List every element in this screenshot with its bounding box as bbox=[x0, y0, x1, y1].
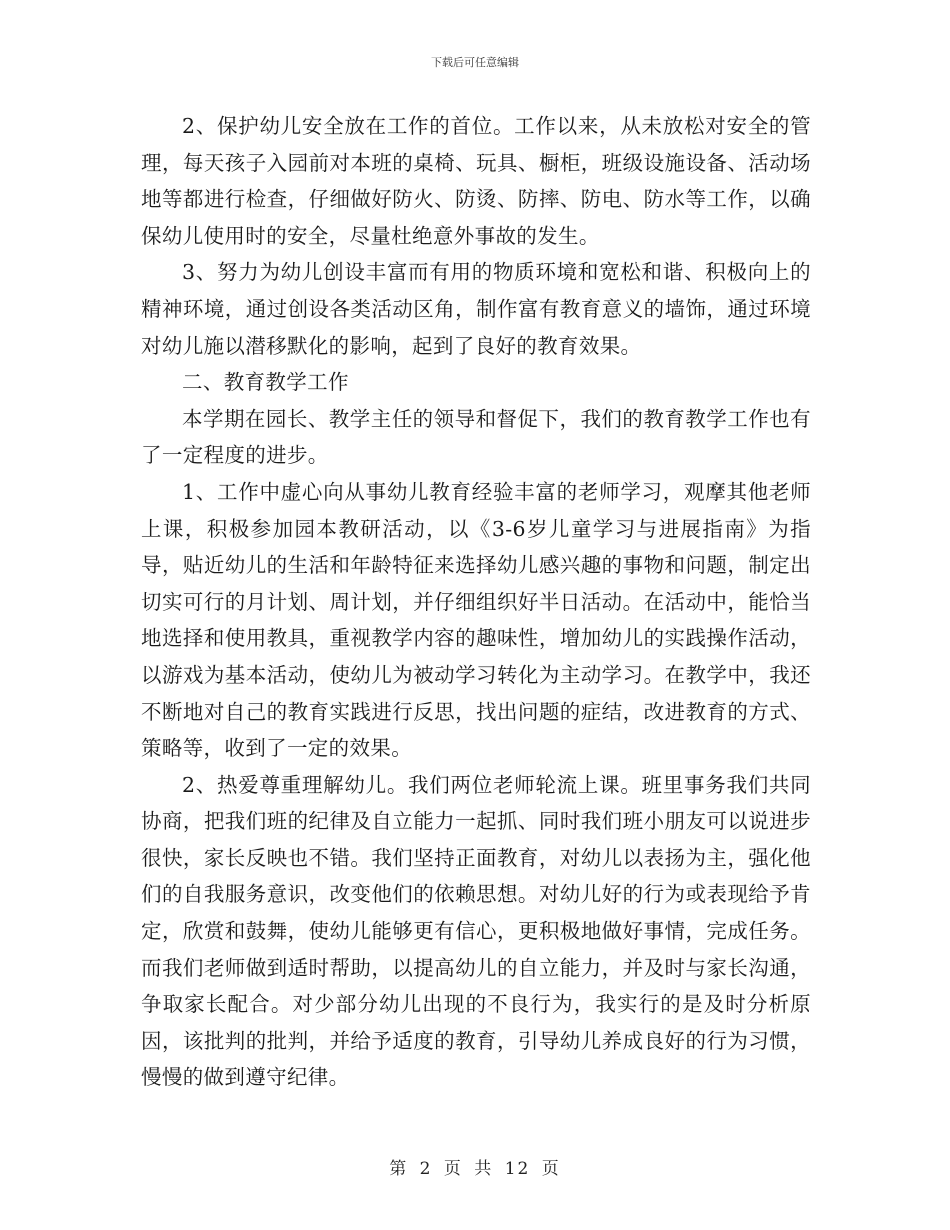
paragraph-safety: 2、保护幼儿安全放在工作的首位。工作以来，从未放松对安全的管理，每天孩子入园前对本班的桌椅、玩具、橱柜，班级设施设备、活动场地等都进行检查，仔细做好防火、防烫、防摔、防电、防水等工作，以确保幼儿使用时的安全，尽量杜绝意外事故的发生。 bbox=[141, 114, 811, 248]
page-number: 第 2 页 共 12 页 bbox=[389, 1159, 561, 1179]
paragraph-learning: 1、工作中虚心向从事幼儿教育经验丰富的老师学习，观摩其他老师上课，积极参加园本教研活动，以《3-6岁儿童学习与进展指南》为指导，贴近幼儿的生活和年龄特征来选择幼儿感兴趣的事物和问题，制定出切实可行的月计划、周计划，并仔细组织好半日活动。在活动中，能恰当地选择和使用教具，重视教学内容的趣味性，增加幼儿的实践操作活动，以游戏为基本活动，使幼儿为被动学习转化为主动学习。在教学中，我还不断地对自己的教育实践进行反思，找出问题的症结，改进教育的方式、策略等，收到了一定的效果。 bbox=[141, 479, 811, 761]
paragraph-environment: 3、努力为幼儿创设丰富而有用的物质环境和宽松和谐、积极向上的精神环境，通过创设各类活动区角，制作富有教育意义的墙饰，通过环境对幼儿施以潜移默化的影响，起到了良好的教育效果。 bbox=[141, 260, 811, 358]
paragraph-teaching-intro: 本学期在园长、教学主任的领导和督促下，我们的教育教学工作也有了一定程度的进步。 bbox=[141, 406, 811, 468]
document-body bbox=[141, 108, 811, 1096]
header-note: 下载后可任意编辑 bbox=[431, 56, 519, 69]
section-heading-teaching: 二、教育教学工作 bbox=[182, 370, 349, 395]
paragraph-respect: 2、热爱尊重理解幼儿。我们两位老师轮流上课。班里事务我们共同协商，把我们班的纪律及自立能力一起抓、同时我们班小朋友可以说进步很快，家长反映也不错。我们坚持正面教育，对幼儿以表扬为主，强化他们的自我服务意识，改变他们的依赖思想。对幼儿好的行为或表现给予肯定，欣赏和鼓舞，使幼儿能够更有信心，更积极地做好事情，完成任务。而我们老师做到适时帮助，以提高幼儿的自立能力，并及时与家长沟通，争取家长配合。对少部分幼儿出现的不良行为，我实行的是及时分析原因，该批判的批判，并给予适度的教育，引导幼儿养成良好的行为习惯，慢慢的做到遵守纪律。 bbox=[141, 772, 811, 1090]
